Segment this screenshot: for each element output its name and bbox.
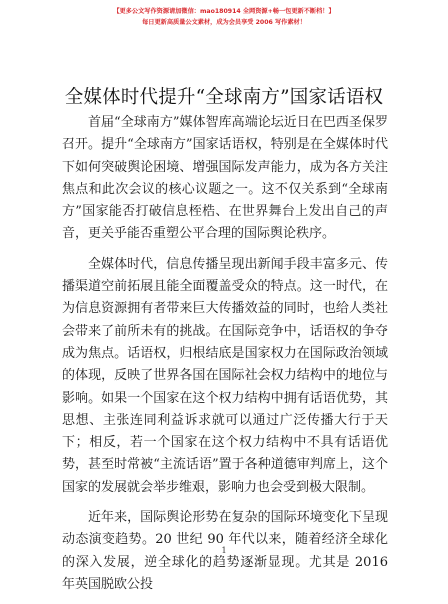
document-body	[62, 112, 388, 604]
promo-banner-line-2: 每日更新高质量公文素材，成为会员享受 2006 写作素材！	[142, 19, 306, 26]
promo-banner	[0, 6, 448, 28]
paragraph-2: 全媒体时代，信息传播呈现出新闻手段丰富多元、传播渠道空前拓展且能全面覆盖受众的特点。这一时代，在为信息资源拥有者带来巨大传播效益的同时，也给人类社会带来了前所未有的挑战。在国际竞争中，话语权的争夺成为焦点。话语权，归根结底是国家权力在国际政治领域的体现，反映了世界各国在国际社会权力结构中的地位与影响。如果一个国家在这个权力结构中拥有话语优势，其思想、主张连同利益诉求就可以通过广泛传播大行于天下；相反，若一个国家在这个权力结构中不具有话语优势，甚至时常被“主流话语”置于各种道德审判席上，这个国家的发展就会举步维艰，影响力也会受到极大限制。	[62, 256, 388, 495]
paragraph-3: 近年来，国际舆论形势在复杂的国际环境变化下呈现动态演变趋势。20 世纪 90 年代以来，随着经济全球化的深入发展，逆全球化的趋势逐渐显现。尤其是 2016 年英国脱欧公投	[62, 510, 388, 592]
paragraph-1: 首届“全球南方”媒体智库高端论坛近日在巴西圣保罗召开。提升“全球南方”国家话语权，特别是在全媒体时代下如何突破舆论困境、增强国际发声能力，成为各方关注焦点和此次会议的核心议题之一。这不仅关系到“全球南方”国家能否打破信息桎梏、在世界舞台上发出自己的声音，更关乎能否重塑公平合理的国际舆论秩序。	[62, 115, 388, 242]
document-title: 全媒体时代提升“全球南方”国家话语权	[64, 87, 384, 108]
page-number: 1	[221, 546, 227, 555]
promo-banner-line-1: 【更多公文写作资源请加微信：mao180914 全网资源+畅一包更新不断档！】	[113, 8, 335, 15]
